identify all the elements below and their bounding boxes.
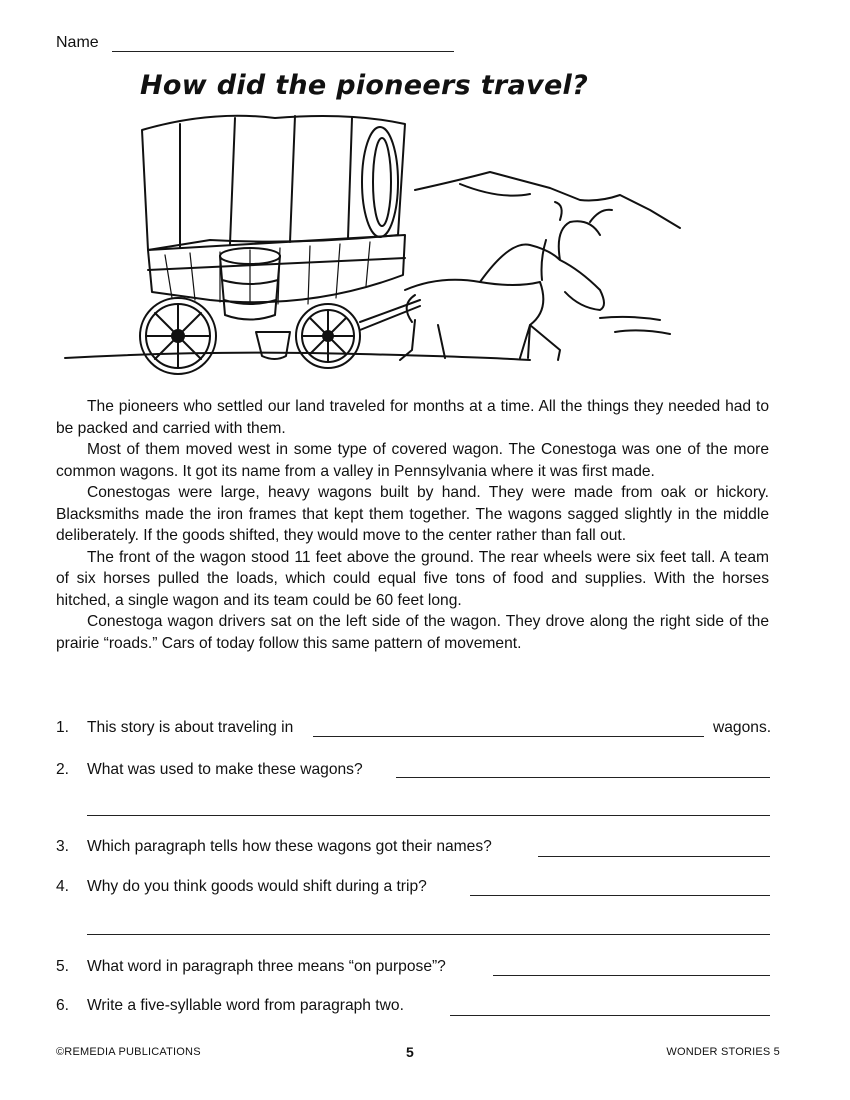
question-suffix: wagons. xyxy=(713,719,772,736)
paragraph-3: Conestogas were large, heavy wagons built by hand. They were made from oak or hickory. Blacksmiths made the iron frames that kept them together. The wagons sagged slightly in the middle deliberately. If the goods shifted, they would move to the center rather than fall out. xyxy=(56,484,769,544)
question-text: Which paragraph tells how these wagons got their names? xyxy=(87,838,492,855)
answer-line-5[interactable] xyxy=(493,975,770,976)
question-1 xyxy=(56,719,293,737)
bucket xyxy=(256,332,290,359)
question-text: Write a five-syllable word from paragraph two. xyxy=(87,997,404,1014)
answer-line-2a[interactable] xyxy=(396,777,770,778)
rear-ox xyxy=(400,280,543,360)
question-text: What was used to make these wagons? xyxy=(87,761,363,778)
front-wheel xyxy=(296,304,360,368)
question-text: This story is about traveling in xyxy=(87,719,294,736)
question-number: 5. xyxy=(56,958,70,975)
mountains-outline xyxy=(415,172,680,228)
answer-line-4b[interactable] xyxy=(87,934,770,935)
question-1-suffix xyxy=(713,719,771,737)
question-text: What word in paragraph three means “on purpose”? xyxy=(87,958,446,975)
question-number: 4. xyxy=(56,878,70,895)
question-6 xyxy=(56,997,404,1015)
paragraph-2: Most of them moved west in some type of covered wagon. The Conestoga was one of the more common wagons. It got its name from a valley in Pennsylvania where it was first made. xyxy=(56,441,769,480)
paragraph-1: The pioneers who settled our land traveled for months at a time. All the things they needed had to be packed and carried with them. xyxy=(56,398,769,437)
ground-line xyxy=(65,353,530,360)
paragraph-5: Conestoga wagon drivers sat on the left side of the wagon. They drove along the right side of the prairie “roads.” Cars of today follow this same pattern of movement. xyxy=(56,613,769,652)
answer-line-2b[interactable] xyxy=(87,815,770,816)
name-label: Name xyxy=(56,34,99,51)
question-number: 2. xyxy=(56,761,70,778)
question-text: Why do you think goods would shift during a trip? xyxy=(87,878,427,895)
story-text xyxy=(56,396,769,654)
question-number: 1. xyxy=(56,719,70,736)
wagon-cover-outline xyxy=(142,116,405,250)
answer-line-1[interactable] xyxy=(313,736,704,737)
answer-line-4a[interactable] xyxy=(470,895,770,896)
footer-series: WONDER STORIES 5 xyxy=(666,1046,780,1058)
paragraph-4: The front of the wagon stood 11 feet above the ground. The rear wheels were six feet tall. A team of six horses pulled the loads, which could equal five tons of food and supplies. With the horses hitched, a single wagon and its team could be 60 feet long. xyxy=(56,548,769,609)
answer-line-6[interactable] xyxy=(450,1015,770,1016)
question-5 xyxy=(56,958,446,976)
question-2 xyxy=(56,761,363,779)
question-3 xyxy=(56,838,492,856)
question-number: 3. xyxy=(56,838,70,855)
name-field[interactable] xyxy=(112,51,454,52)
question-number: 6. xyxy=(56,997,70,1014)
page-title: How did the pioneers travel? xyxy=(140,70,589,101)
page-number: 5 xyxy=(406,1044,414,1060)
question-4 xyxy=(56,878,427,896)
answer-line-3[interactable] xyxy=(538,856,770,857)
covered-wagon-illustration xyxy=(60,110,700,375)
footer-publisher: ©REMEDIA PUBLICATIONS xyxy=(56,1046,201,1058)
rear-wheel xyxy=(140,298,216,374)
